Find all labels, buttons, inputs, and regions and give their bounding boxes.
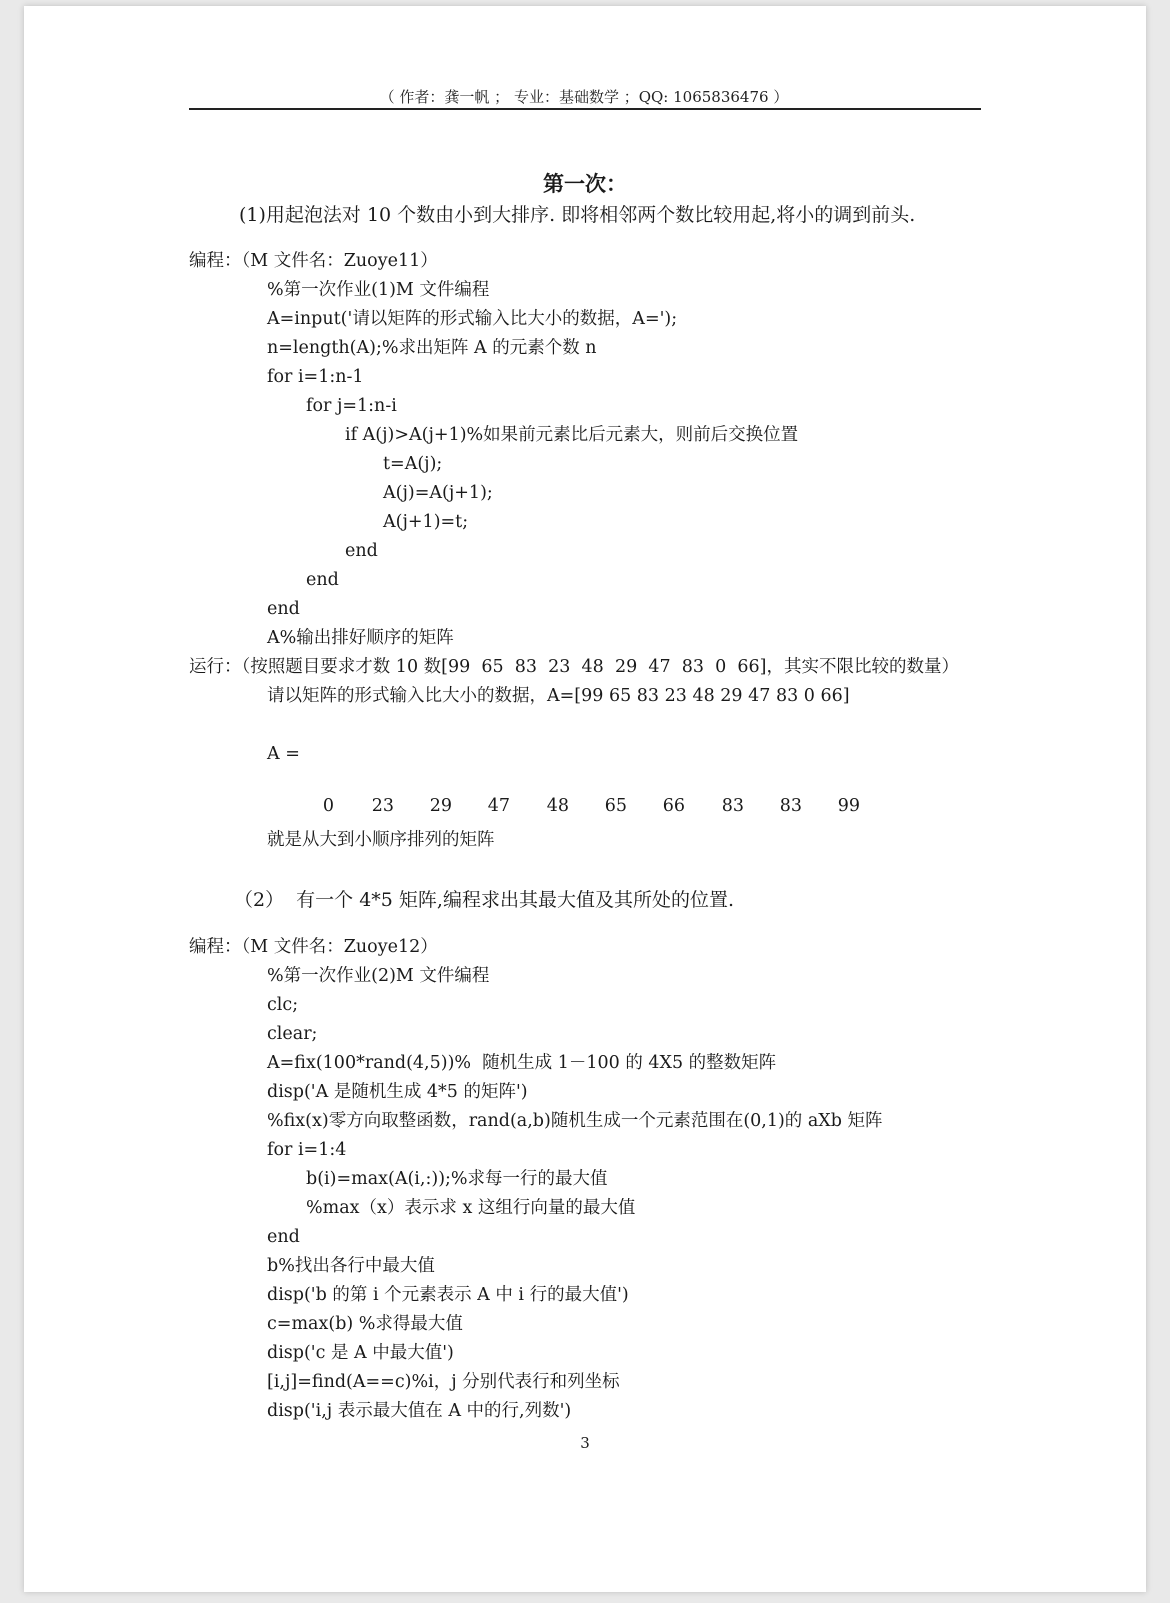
code-line: c=max(b) %求得最大值: [267, 1314, 463, 1334]
matrix-value: 29: [429, 796, 452, 816]
code-line: clear;: [267, 1024, 318, 1044]
q1-run-input: 请以矩阵的形式输入比大小的数据，A=[99 65 83 23 48 29 47 83 0 66]: [267, 686, 850, 706]
code-line: %第一次作业(2)M 文件编程: [267, 966, 490, 986]
page-header: （ 作者：龚一帆 ； 专业：基础数学 ；QQ: 1065836476 ）: [379, 88, 789, 106]
code-line: %第一次作业(1)M 文件编程: [267, 280, 490, 300]
matrix-value: 48: [546, 796, 569, 816]
q2-title: （2） 有一个 4*5 矩阵,编程求出其最大值及其所处的位置.: [234, 889, 735, 911]
code-line: A=fix(100*rand(4,5))% 随机生成 1－100 的 4X5 的整数矩阵: [267, 1053, 777, 1073]
matrix-value: 23: [371, 796, 394, 816]
code-line: end: [306, 570, 339, 590]
code-line: end: [345, 541, 378, 561]
q1-result-note: 就是从大到小顺序排列的矩阵: [267, 830, 495, 850]
code-line: [i,j]=find(A==c)%i，j 分别代表行和列坐标: [267, 1372, 620, 1392]
code-line: for i=1:n-1: [267, 367, 364, 387]
document-page: [24, 6, 1146, 1592]
code-line: t=A(j);: [383, 454, 443, 474]
code-line: disp('i,j 表示最大值在 A 中的行,列数'): [267, 1401, 572, 1421]
code-line: disp('c 是 A 中最大值'): [267, 1343, 454, 1363]
code-line: end: [267, 599, 300, 619]
code-line: A(j)=A(j+1);: [383, 483, 493, 503]
matrix-value: 47: [487, 796, 510, 816]
code-line: b%找出各行中最大值: [267, 1256, 435, 1276]
code-line: if A(j)>A(j+1)%如果前元素比后元素大，则前后交换位置: [345, 425, 799, 445]
matrix-value: 83: [779, 796, 802, 816]
matrix-value: 99: [837, 796, 860, 816]
code-line: b(i)=max(A(i,:));%求每一行的最大值: [306, 1169, 608, 1189]
q2-program-label: 编程：（M 文件名：Zuoye12）: [189, 937, 438, 957]
code-line: A(j+1)=t;: [383, 512, 469, 532]
q1-result-label: A =: [267, 744, 300, 764]
matrix-value: 65: [604, 796, 627, 816]
matrix-value: 66: [662, 796, 685, 816]
code-line: A=input('请以矩阵的形式输入比大小的数据，A=');: [267, 309, 678, 329]
matrix-value: 0: [322, 796, 334, 816]
matrix-value: 83: [721, 796, 744, 816]
code-line: clc;: [267, 995, 299, 1015]
code-line: disp('b 的第 i 个元素表示 A 中 i 行的最大值'): [267, 1285, 629, 1305]
section-title: 第一次：: [543, 171, 627, 196]
q1-run-label: 运行：（按照题目要求才数 10 数[99 65 83 23 48 29 47 83 0 66]，其实不限比较的数量）: [189, 657, 959, 677]
header-rule: [189, 108, 981, 110]
page-number: 3: [580, 1434, 590, 1452]
code-line: n=length(A);%求出矩阵 A 的元素个数 n: [267, 338, 597, 358]
code-line: A%输出排好顺序的矩阵: [267, 628, 454, 648]
code-line: end: [267, 1227, 300, 1247]
code-line: disp('A 是随机生成 4*5 的矩阵'): [267, 1082, 528, 1102]
code-line: for j=1:n-i: [306, 396, 397, 416]
code-line: %max（x）表示求 x 这组行向量的最大值: [306, 1198, 636, 1218]
code-line: for i=1:4: [267, 1140, 347, 1160]
q1-title: (1)用起泡法对 10 个数由小到大排序. 即将相邻两个数比较用起,将小的调到前头.: [239, 204, 916, 226]
code-line: %fix(x)零方向取整函数，rand(a,b)随机生成一个元素范围在(0,1)的 aXb 矩阵: [267, 1111, 883, 1131]
q1-program-label: 编程：（M 文件名：Zuoye11）: [189, 251, 438, 271]
